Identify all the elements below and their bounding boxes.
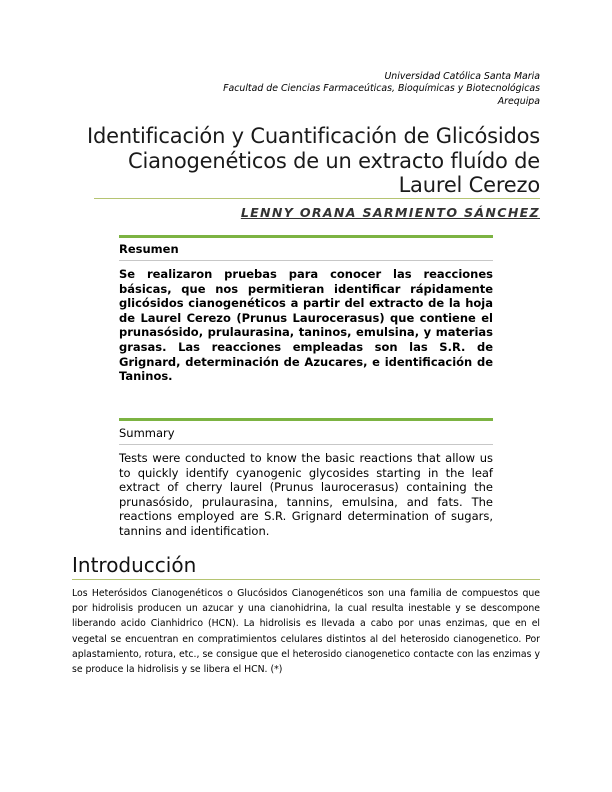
introduccion-divider bbox=[72, 579, 540, 580]
affiliation-block bbox=[60, 71, 540, 108]
affiliation-city: Arequipa bbox=[497, 95, 540, 107]
resumen-text: Se realizaron pruebas para conocer las reacciones básicas, que nos permitieran identificar rápidamente glicósidos cianogenéticos a partir del extracto de la hoja de Laurel Cerezo (Prunus Laurocerasus) que contiene el prunasósido, prulaurasina, taninos, emulsina, y materias grasas. Las reacciones empleadas son las S.R. de Grignard, determinación de Azucares, e identificación de Taninos. bbox=[119, 267, 493, 384]
summary-heading-rule bbox=[119, 444, 493, 445]
affiliation-university: Universidad Católica Santa Maria bbox=[384, 71, 540, 82]
summary-text: Tests were conducted to know the basic reactions that allow us to quickly identify cyanogenic glycosides starting in the leaf extract of cherry laurel (Prunus laurocerasus) containing the prunasósido, prulaurasina, tannins, emulsina, and fats. The reactions employed are S.R. Grignard determination of sugars, tannins and identification. bbox=[119, 451, 493, 538]
title-line-2: Cianogenéticos de un extracto fluído de bbox=[128, 148, 540, 173]
title-divider bbox=[94, 198, 540, 199]
introduccion-text: Los Heterósidos Cianogenéticos o Glucósidos Cianogenéticos son una familia de compuestos que por hidrolisis producen un azucar y una cianohidrina, la cual resulta inestable y se descompone liberando acido Cianhidrico (HCN). La hidrolisis es llevada a cabo por unas enzimas, que en el vegetal se encuentran en compratimientos celulares distintos al del heterosido cianogenetico. Por aplastamiento, rotura, etc., se consigue que el heterosido cianogenetico contacte con las enzimas y se produce la hidrolisis y se libera el HCN. (*) bbox=[72, 588, 540, 676]
title-line-1: Identificación y Cuantificación de Glicósidos bbox=[86, 124, 540, 148]
title-line-3: Laurel Cerezo bbox=[398, 173, 540, 197]
resumen-heading-rule bbox=[119, 260, 493, 261]
introduccion-heading: Introducción bbox=[72, 553, 197, 577]
paper-title bbox=[70, 124, 540, 198]
summary-top-rule bbox=[119, 418, 493, 421]
resumen-top-rule bbox=[119, 235, 493, 238]
resumen-heading: Resumen bbox=[119, 242, 179, 256]
author-name: LENNY ORANA SARMIENTO SÁNCHEZ bbox=[240, 205, 540, 220]
affiliation-faculty: Facultad de Ciencias Farmaceúticas, Bioquímicas y Biotecnológicas bbox=[223, 83, 540, 95]
summary-heading: Summary bbox=[119, 426, 175, 440]
